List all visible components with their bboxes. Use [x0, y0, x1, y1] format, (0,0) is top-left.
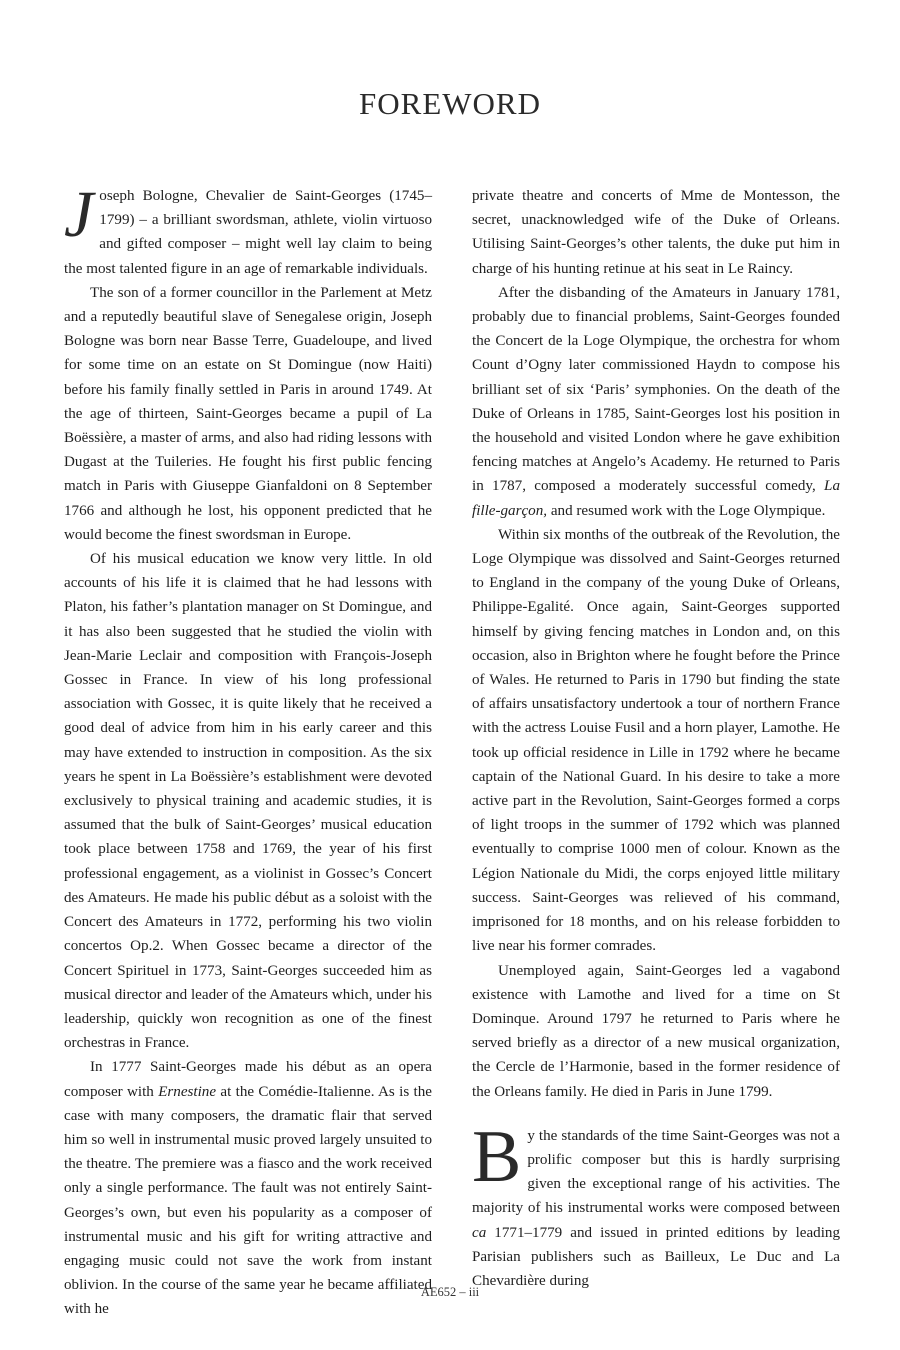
paragraph-6-text-a: After the disbanding of the Amateurs in January 1781, probably due to financial problems, Saint-Georges founded the Concert de la Loge Olympique, the orchestra for whom Count d’Ogny later commissioned Haydn to compose his brilliant set of six ‘Paris’ symphonies. On the death of the Duke of Orleans in 1785, Saint-Georges lost his position in the household and visited London where he gave exhibition fencing matches at Angelo’s Academy. He returned to Paris in 1787, composed a moderately successful comedy,: [472, 284, 840, 495]
left-column: [64, 178, 432, 1322]
paragraph-4-text-b: at the Comédie-Italienne. As is the case with many composers, the dramatic flair that served him so well in instrumental music proved largely unsuited to the theatre. The premiere was a fiasco and the work received only a single performance. The fault was not entirely Saint-Georges’s own, but even his popularity as a composer of instrumental music and his gift for writing attractive and engaging music could not save the work from instant oblivion. In the course of the same year he became affiliated with he: [64, 1083, 432, 1318]
paragraph-4-text-a: In 1777 Saint-Georges made his début as an opera composer with: [64, 1059, 432, 1100]
right-column: [472, 184, 840, 1293]
paragraph-5: private theatre and concerts of Mme de Montesson, the secret, unacknowledged wife of the Duke of Orleans. Utilising Saint-Georges’s other talents, the duke put him in charge of his hunting retinue at his seat in Le Raincy.: [472, 188, 840, 277]
paragraph-9-text-b: 1771–1779 and issued in printed editions by leading Parisian publishers such as Bailleux, Le Duc and La Chevardière during: [472, 1224, 840, 1289]
drop-cap-b: B: [472, 1115, 522, 1198]
paragraph-6: [472, 281, 840, 523]
circa-abbrev: ca: [472, 1224, 487, 1241]
drop-cap-j: J: [64, 178, 94, 251]
section-gap: [472, 1104, 840, 1124]
paragraph-1-text: oseph Bologne, Chevalier de Saint-Georges (1745–1799) – a brilliant swordsman, athlete, violin virtuoso and gifted composer – might well lay claim to being the most talented figure in an age of remarkable individuals.: [64, 188, 432, 277]
work-title-la-fille-garcon: La fille-garçon,: [472, 478, 840, 519]
paragraph-8: Unemployed again, Saint-Georges led a vagabond existence with Lamothe and lived for a time on St Dominque. Around 1797 he returned to Paris where he served briefly as a director of a new musical organization, the Cercle de l’Harmonie, based in the former residence of the Orleans family. He died in Paris in June 1799.: [472, 962, 840, 1100]
paragraph-4: [64, 1055, 432, 1321]
page-title: FOREWORD: [359, 86, 541, 121]
paragraph-9-text-a: y the standards of the time Saint-Georges was not a prolific composer but this is hardly surprising given the exceptional range of his activities. The majority of his instrumental works were composed between: [472, 1127, 840, 1217]
page-footer: AE652 – iii: [420, 1285, 480, 1299]
work-title-ernestine: Ernestine: [158, 1083, 217, 1100]
paragraph-7: Within six months of the outbreak of the Revolution, the Loge Olympique was dissolved and Saint-Georges returned to England in the company of the young Duke of Orleans, Philippe-Egalité. Once again, Saint-Georges supported himself by giving fencing matches in London and, on this occasion, also in Brighton where he fought before the Prince of Wales. He returned to Paris in 1790 but finding the state of affairs unsatisfactory undertook a tour of northern France with the actress Louise Fusil and a horn player, Lamothe. He took up official residence in Lille in 1792 where he became captain of the National Guard. In his desire to take a more active part in the Revolution, Saint-Georges formed a corps of light troops in the summer of 1792 which was planned eventually to comprise 1000 men of colour. Known as the Légion Nationale du Midi, the corps enjoyed little military success. Saint-Georges was relieved of his command, imprisoned for 18 months, and on his release forbidden to live near his former comrades.: [472, 526, 840, 955]
paragraph-2: The son of a former councillor in the Parlement at Metz and a reputedly beautiful slave of Senegalese origin, Joseph Bologne was born near Basse Terre, Guadeloupe, and lived for some time on an estate on St Domingue (now Haiti) before his family finally settled in Paris in around 1749. At the age of thirteen, Saint-Georges became a pupil of La Boëssière, a master of arms, and also had riding lessons with Dugast at the Tuileries. He fought his first public fencing match in Paris with Giuseppe Gianfaldoni on 8 September 1766 and although he lost, his opponent predicted that he would become the finest swordsman in Europe.: [64, 284, 432, 543]
paragraph-6-text-b: and resumed work with the Loge Olympique.: [547, 502, 826, 519]
paragraph-3: Of his musical education we know very little. In old accounts of his life it is claimed that he had lessons with Platon, his father’s plantation manager on St Domingue, and it has also been suggested that he studied the violin with Jean-Marie Leclair and composition with François-Joseph Gossec in France. In view of his long professional association with Gossec, it is quite likely that he received a good deal of advice from him in his early career and this may have extended to instruction in composition. As the six years he spent in La Boëssière’s establishment were devoted exclusively to physical training and academic studies, it is assumed that the bulk of Saint-Georges’ musical education took place between 1758 and 1769, the year of his first professional engagement, as a violinist in Gossec’s Concert des Amateurs. He made his public début as a soloist with the Concert des Amateurs in 1772, performing his two violin concertos Op.2. When Gossec became a director of the Concert Spirituel in 1773, Saint-Georges succeeded him as musical director and leader of the Amateurs which, under his leadership, quickly won recognition as one of the finest orchestras in France.: [64, 551, 432, 1052]
paragraph-1: [64, 178, 432, 281]
paragraph-9: [472, 1115, 840, 1293]
